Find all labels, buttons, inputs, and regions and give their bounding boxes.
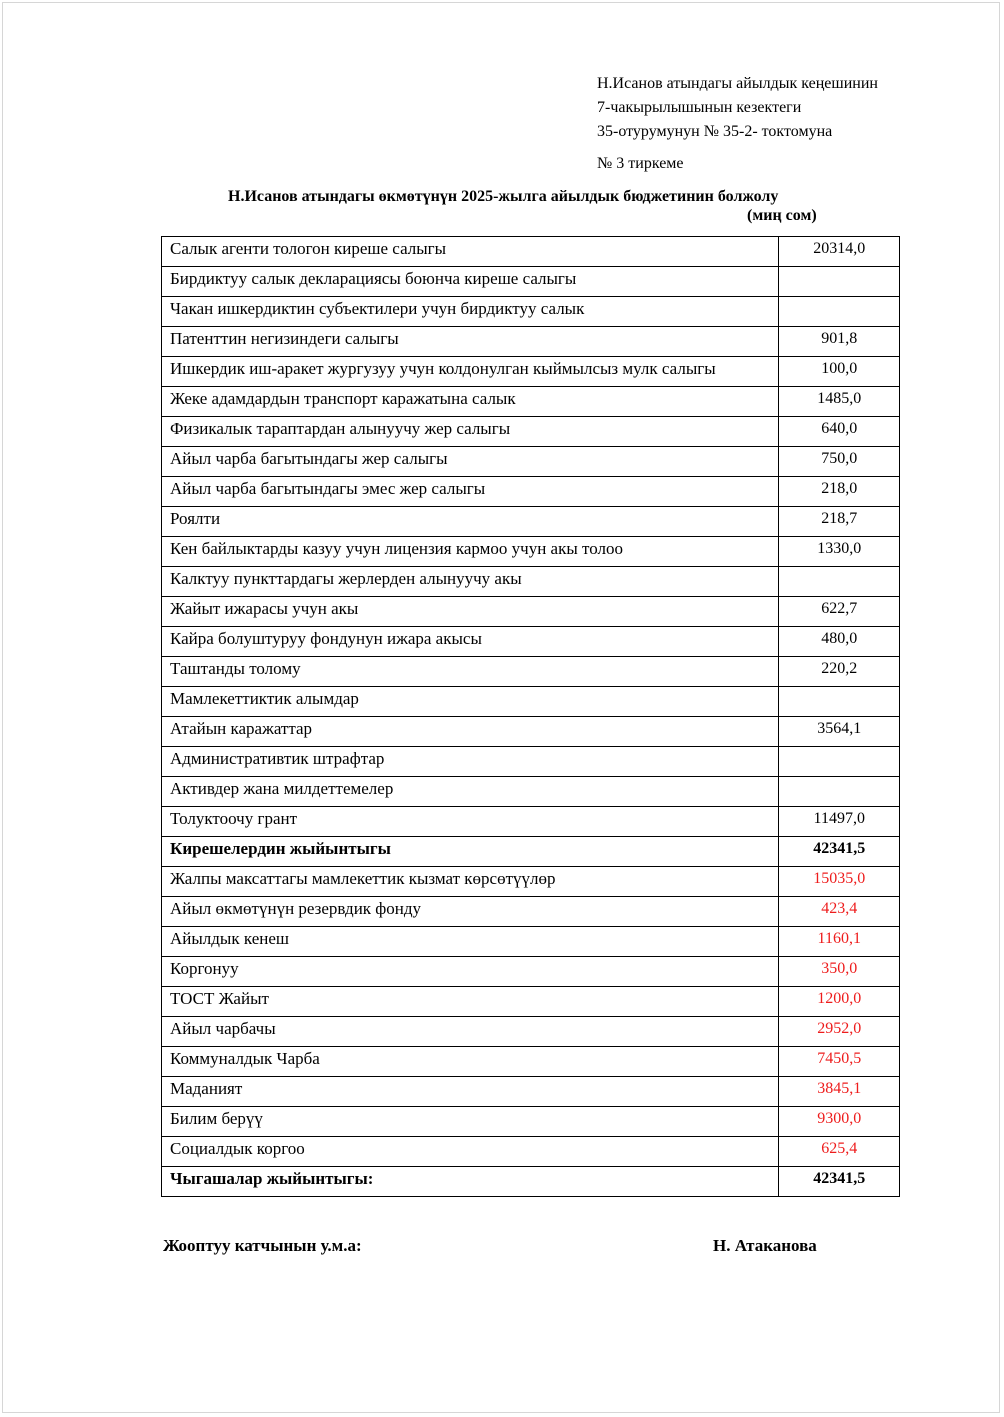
income-row xyxy=(162,597,900,627)
row-label: Айылдык кенеш xyxy=(162,927,779,957)
row-amount: 11497,0 xyxy=(779,807,900,837)
approval-header xyxy=(597,72,878,176)
row-label: Таштанды толому xyxy=(162,657,779,687)
row-label: Жалпы максаттагы мамлекеттик кызмат көрсөтүүлөр xyxy=(162,867,779,897)
row-label: Кайра болуштуруу фондунун ижара акысы xyxy=(162,627,779,657)
row-label: Чакан ишкердиктин субъектилери учун бирдиктуу салык xyxy=(162,297,779,327)
row-amount xyxy=(779,567,900,597)
row-label: Кен байлыктарды казуу учун лицензия кармоо учун акы толоо xyxy=(162,537,779,567)
row-label: Бирдиктуу салык декларациясы боюнча киреше салыгы xyxy=(162,267,779,297)
income-row xyxy=(162,657,900,687)
row-amount xyxy=(779,687,900,717)
row-label: Айыл чарба багытындагы жер салыгы xyxy=(162,447,779,477)
row-amount: 3845,1 xyxy=(779,1077,900,1107)
income-row xyxy=(162,717,900,747)
annex-number: № 3 тиркеме xyxy=(597,155,684,172)
income-row xyxy=(162,357,900,387)
row-label: Коммуналдык Чарба xyxy=(162,1047,779,1077)
row-label: Административтик штрафтар xyxy=(162,747,779,777)
row-amount: 423,4 xyxy=(779,897,900,927)
income-row xyxy=(162,297,900,327)
budget-table xyxy=(161,236,900,1197)
row-label: Калктуу пункттардагы жерлерден алынуучу акы xyxy=(162,567,779,597)
row-label: Коргонуу xyxy=(162,957,779,987)
row-amount: 625,4 xyxy=(779,1137,900,1167)
income-row xyxy=(162,477,900,507)
header-line-1: Н.Исанов атындагы айылдык кеңешинин xyxy=(597,75,878,92)
income-row xyxy=(162,747,900,777)
row-label: Физикалык тараптардан алынуучу жер салыгы xyxy=(162,417,779,447)
expense-row xyxy=(162,987,900,1017)
row-label: Билим берүү xyxy=(162,1107,779,1137)
row-amount: 218,7 xyxy=(779,507,900,537)
row-amount: 750,0 xyxy=(779,447,900,477)
income-row xyxy=(162,417,900,447)
expense-row xyxy=(162,957,900,987)
income-row xyxy=(162,627,900,657)
row-label: Толуктоочу грант xyxy=(162,807,779,837)
row-amount xyxy=(779,777,900,807)
row-amount: 15035,0 xyxy=(779,867,900,897)
row-amount: 100,0 xyxy=(779,357,900,387)
row-amount: 640,0 xyxy=(779,417,900,447)
row-label: Патенттин негизиндеги салыгы xyxy=(162,327,779,357)
row-amount: 2952,0 xyxy=(779,1017,900,1047)
row-amount: 1160,1 xyxy=(779,927,900,957)
row-label: ТОСТ Жайыт xyxy=(162,987,779,1017)
income-row xyxy=(162,327,900,357)
signatory-title: Жооптуу катчынын у.м.а: xyxy=(163,1236,362,1255)
expense-row xyxy=(162,1137,900,1167)
income-row xyxy=(162,777,900,807)
signatory-name: Н. Атаканова xyxy=(713,1236,817,1255)
row-label: Айыл чарбачы xyxy=(162,1017,779,1047)
row-label: Чыгашалар жыйынтыгы: xyxy=(162,1167,779,1197)
row-label: Жеке адамдардын транспорт каражатына салык xyxy=(162,387,779,417)
income-row xyxy=(162,267,900,297)
expense-row xyxy=(162,897,900,927)
header-line-3: 35-отурумунун № 35-2- токтомуна xyxy=(597,123,833,140)
row-amount: 480,0 xyxy=(779,627,900,657)
row-label: Активдер жана милдеттемелер xyxy=(162,777,779,807)
row-label: Социалдык коргоо xyxy=(162,1137,779,1167)
expense-row xyxy=(162,927,900,957)
income-row xyxy=(162,567,900,597)
income-total-row xyxy=(162,837,900,867)
row-amount: 218,0 xyxy=(779,477,900,507)
row-amount: 20314,0 xyxy=(779,237,900,267)
document-title: Н.Исанов атындагы өкмөтүнүн 2025-жылга айылдык бюджетинин болжолу xyxy=(228,188,779,205)
budget-table-body xyxy=(162,237,900,1197)
income-row xyxy=(162,537,900,567)
row-label: Айыл чарба багытындагы эмес жер салыгы xyxy=(162,477,779,507)
expense-row xyxy=(162,1107,900,1137)
income-row xyxy=(162,237,900,267)
row-amount: 42341,5 xyxy=(779,837,900,867)
row-amount: 1485,0 xyxy=(779,387,900,417)
header-line-2: 7-чакырылышынын кезектеги xyxy=(597,99,802,116)
row-label: Кирешелердин жыйынтыгы xyxy=(162,837,779,867)
row-amount: 9300,0 xyxy=(779,1107,900,1137)
row-amount xyxy=(779,747,900,777)
income-row xyxy=(162,447,900,477)
expense-total-row xyxy=(162,1167,900,1197)
expense-row xyxy=(162,1077,900,1107)
income-row xyxy=(162,807,900,837)
row-label: Салык агенти тологон киреше салыгы xyxy=(162,237,779,267)
income-row xyxy=(162,687,900,717)
row-label: Айыл өкмөтүнүн резервдик фонду xyxy=(162,897,779,927)
row-amount: 7450,5 xyxy=(779,1047,900,1077)
row-label: Маданият xyxy=(162,1077,779,1107)
row-label: Роялти xyxy=(162,507,779,537)
row-amount xyxy=(779,297,900,327)
units-label: (миң сом) xyxy=(747,207,817,224)
income-row xyxy=(162,387,900,417)
row-amount: 42341,5 xyxy=(779,1167,900,1197)
row-amount: 1330,0 xyxy=(779,537,900,567)
row-amount: 220,2 xyxy=(779,657,900,687)
income-row xyxy=(162,507,900,537)
expense-row xyxy=(162,1017,900,1047)
row-amount: 901,8 xyxy=(779,327,900,357)
row-amount xyxy=(779,267,900,297)
row-amount: 622,7 xyxy=(779,597,900,627)
row-label: Мамлекеттиктик алымдар xyxy=(162,687,779,717)
row-label: Ишкердик иш-аракет жургузуу учун колдонулган кыймылсыз мулк салыгы xyxy=(162,357,779,387)
row-label: Жайыт ижарасы учун акы xyxy=(162,597,779,627)
expense-row xyxy=(162,1047,900,1077)
row-label: Атайын каражаттар xyxy=(162,717,779,747)
row-amount: 350,0 xyxy=(779,957,900,987)
expense-row xyxy=(162,867,900,897)
row-amount: 1200,0 xyxy=(779,987,900,1017)
row-amount: 3564,1 xyxy=(779,717,900,747)
